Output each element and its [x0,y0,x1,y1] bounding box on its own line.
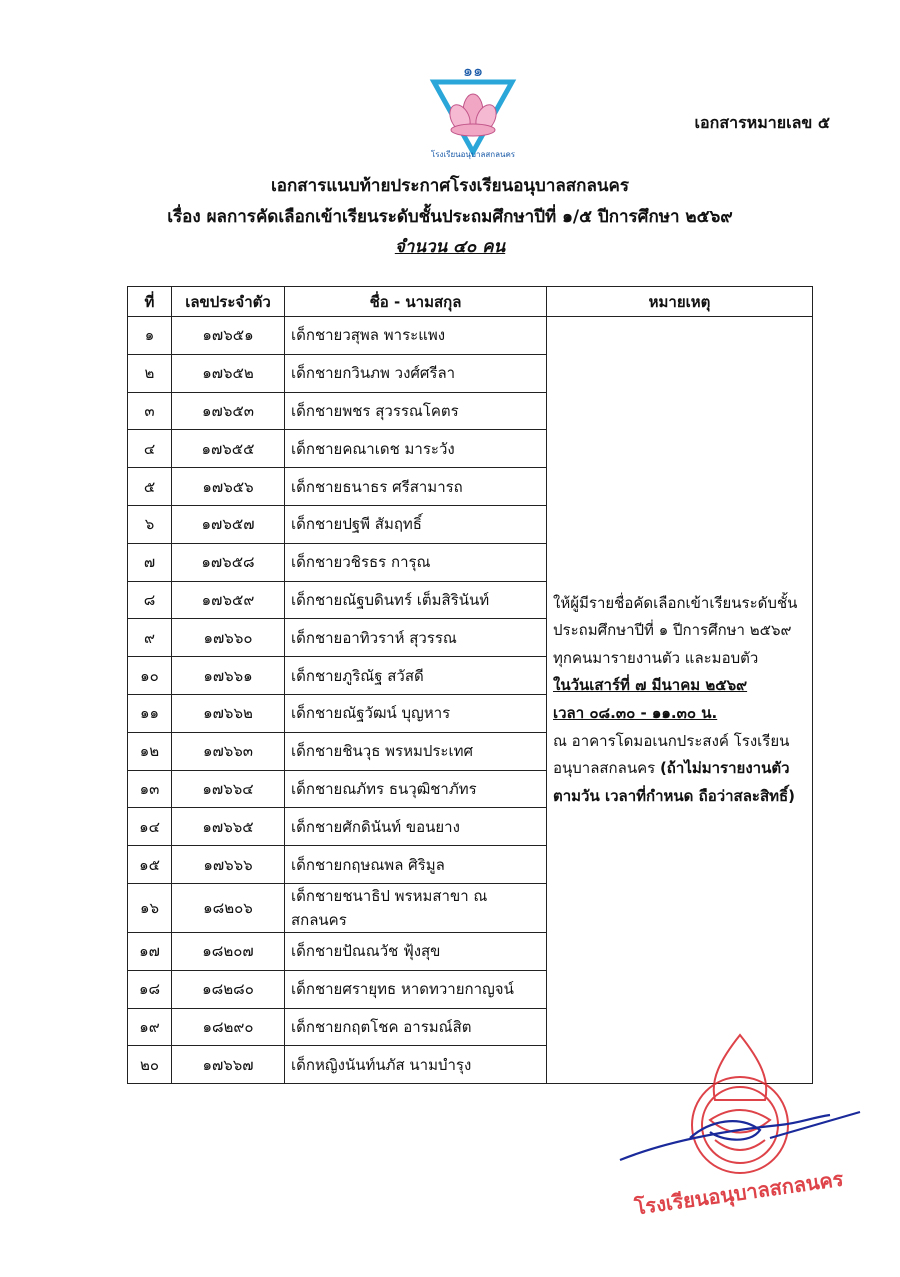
student-name: เด็กชายคณาเดช มาระวัง [285,430,547,468]
column-header-note: หมายเหตุ [547,287,813,317]
row-number: ๖ [128,505,172,543]
remark-line: ทุกคนมารายงานตัว และมอบตัว [553,648,759,667]
row-number: ๑๗ [128,932,172,970]
student-id: ๑๗๖๖๒ [172,694,285,732]
student-name: เด็กชายณัฐบดินทร์ เต็มสิรินันท์ [285,581,547,619]
row-number: ๙ [128,619,172,657]
student-id: ๑๗๖๕๒ [172,354,285,392]
row-number: ๘ [128,581,172,619]
row-number: ๑๘ [128,970,172,1008]
student-id: ๑๗๖๕๘ [172,543,285,581]
student-id: ๑๗๖๕๗ [172,505,285,543]
row-number: ๑๐ [128,657,172,695]
student-name: เด็กชายวสุพล พาระแพง [285,317,547,355]
row-number: ๑๕ [128,846,172,884]
student-id: ๑๗๖๖๕ [172,808,285,846]
signature-stroke [620,1112,860,1160]
remark-line: ประถมศึกษาปีที่ ๑ ปีการศึกษา ๒๕๖๙ [553,621,792,640]
seal-caption: โรงเรียนอนุบาลสกลนคร [633,1166,845,1220]
table-row [128,317,813,355]
student-id: ๑๗๖๖๑ [172,657,285,695]
student-name: เด็กชายชินวุธ พรหมประเทศ [285,732,547,770]
student-id: ๑๗๖๖๐ [172,619,285,657]
row-number: ๑๖ [128,883,172,932]
row-number: ๑๑ [128,694,172,732]
student-id: ๑๗๖๕๖ [172,468,285,506]
student-name: เด็กชายกฤษณพล ศิริมูล [285,846,547,884]
seal-crown [714,1035,767,1100]
row-number: ๓ [128,392,172,430]
student-id: ๑๗๖๕๑ [172,317,285,355]
row-number: ๑ [128,317,172,355]
row-number: ๕ [128,468,172,506]
student-id: ๑๗๖๕๙ [172,581,285,619]
student-id: ๑๗๖๖๖ [172,846,285,884]
remark-line: ณ อาคารโดมอเนกประสงค์ โรงเรียน [553,731,790,750]
student-name: เด็กชายวชิรธร การุณ [285,543,547,581]
logo-caption: โรงเรียนอนุบาลสกลนคร [430,150,516,159]
student-id: ๑๗๖๕๕ [172,430,285,468]
remark-date: ในวันเสาร์ที่ ๗ มีนาคม ๒๕๖๙ [553,676,748,695]
row-number: ๒ [128,354,172,392]
column-header-id: เลขประจำตัว [172,287,285,317]
row-number: ๑๙ [128,1008,172,1046]
student-id: ๑๗๖๖๓ [172,732,285,770]
student-id: ๑๗๖๖๔ [172,770,285,808]
document-subject: เรื่อง ผลการคัดเลือกเข้าเรียนระดับชั้นประถมศึกษาปีที่ ๑/๕ ปีการศึกษา ๒๕๖๙ [167,207,733,227]
student-name: เด็กหญิงนันท์นภัส นามบำรุง [285,1046,547,1084]
student-id: ๑๗๖๖๗ [172,1046,285,1084]
row-number: ๔ [128,430,172,468]
remarks-cell [547,317,813,1084]
student-name: เด็กชายกฤตโชค อารมณ์สิต [285,1008,547,1046]
remark-line: ให้ผู้มีรายชื่อคัดเลือกเข้าเรียนระดับชั้น [553,593,798,612]
student-name: เด็กชายชนาธิป พรหมสาขา ณ สกลนคร [285,883,547,932]
remark-time: เวลา ๐๘.๓๐ - ๑๑.๓๐ น. [553,704,718,723]
remark-warning: ตามวัน เวลาที่กำหนด ถือว่าสละสิทธิ์) [553,786,796,805]
school-logo [428,60,518,160]
student-count: จำนวน ๔๐ คน [394,237,506,257]
student-name: เด็กชายปฐพี สัมฤทธิ์ [285,505,547,543]
table-header-row [128,287,813,317]
official-seal [610,1020,870,1220]
lotus-icon [446,94,500,136]
student-name: เด็กชายกวินภพ วงศ์ศรีลา [285,354,547,392]
student-id: ๑๘๒๘๐ [172,970,285,1008]
remark-text: อนุบาลสกลนคร [553,759,660,778]
column-header-name: ชื่อ - นามสกุล [285,287,547,317]
document-title: เอกสารแนบท้ายประกาศโรงเรียนอนุบาลสกลนคร [270,176,629,196]
logo-number: ๑๑ [462,61,484,80]
column-header-no: ที่ [128,287,172,317]
student-name: เด็กชายปัณณวัช ฟุ้งสุข [285,932,547,970]
student-name: เด็กชายภูริณัฐ สวัสดี [285,657,547,695]
document-number: เอกสารหมายเลข ๕ [694,113,830,132]
student-id: ๑๘๒๐๖ [172,883,285,932]
student-id: ๑๗๖๕๓ [172,392,285,430]
student-name: เด็กชายศักดินันท์ ขอนยาง [285,808,547,846]
student-name: เด็กชายพชร สุวรรณโคตร [285,392,547,430]
row-number: ๑๔ [128,808,172,846]
student-id: ๑๘๒๙๐ [172,1008,285,1046]
student-table [127,286,813,1084]
remark-line [553,755,806,783]
row-number: ๒๐ [128,1046,172,1084]
row-number: ๗ [128,543,172,581]
student-name: เด็กชายศรายุทธ หาดทวายกาญจน์ [285,970,547,1008]
student-id: ๑๘๒๐๗ [172,932,285,970]
remark-warning: (ถ้าไม่มารายงานตัว [659,759,790,778]
student-name: เด็กชายอาทิวราห์ สุวรรณ [285,619,547,657]
row-number: ๑๓ [128,770,172,808]
student-name: เด็กชายธนาธร ศรีสามารถ [285,468,547,506]
row-number: ๑๒ [128,732,172,770]
student-name: เด็กชายณัฐวัฒน์ บุญหาร [285,694,547,732]
student-name: เด็กชายณภัทร ธนวุฒิชาภัทร [285,770,547,808]
